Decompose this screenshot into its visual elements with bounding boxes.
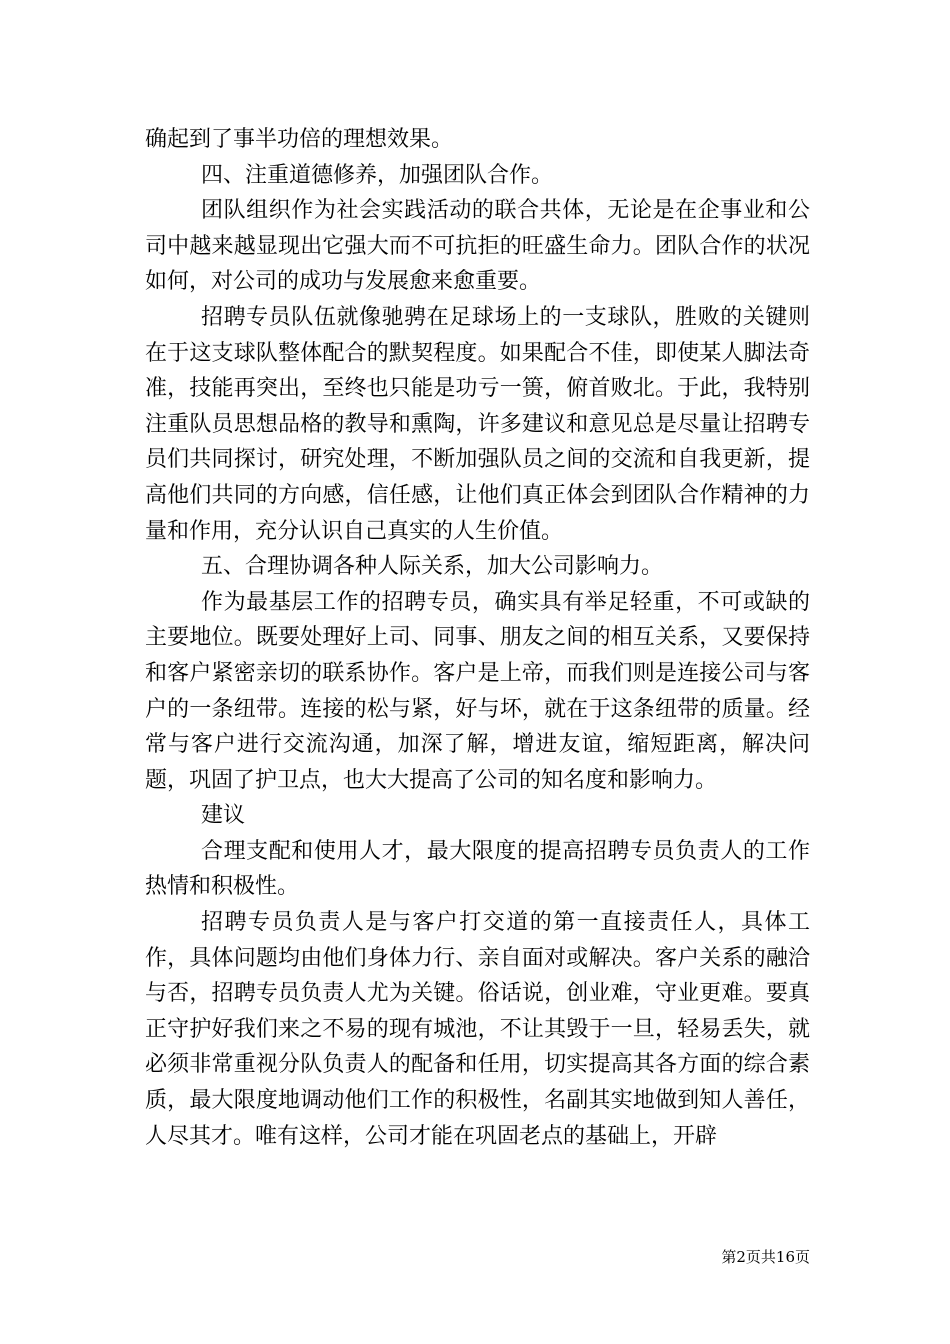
document-body xyxy=(145,122,810,1154)
paragraph-1: 确起到了事半功倍的理想效果。 xyxy=(145,127,454,152)
paragraph-5: 合理支配和使用人才，最大限度的提高招聘专员负责人的工作热情和积极性。 xyxy=(145,838,810,900)
paragraph-2: 团队组织作为社会实践活动的联合共体，无论是在企事业和公司中越来越显现出它强大而不可抗拒的旺盛生命力。团队合作的状况如何，对公司的成功与发展愈来愈重要。 xyxy=(145,198,810,295)
paragraph-4: 作为最基层工作的招聘专员，确实具有举足轻重，不可或缺的主要地位。既要处理好上司、同事、朋友之间的相互关系，又要保持和客户紧密亲切的联系协作。客户是上帝，而我们则是连接公司与客户的一条纽带。连接的松与紧，好与坏，就在于这条纽带的质量。经常与客户进行交流沟通，加深了解，增进友谊，缩短距离，解决问题，巩固了护卫点，也大大提高了公司的知名度和影响力。 xyxy=(145,589,810,793)
section-heading-5: 五、合理协调各种人际关系，加大公司影响力。 xyxy=(201,554,664,580)
paragraph-6: 招聘专员负责人是与客户打交道的第一直接责任人，具体工作，具体问题均由他们身体力行、亲自面对或解决。客户关系的融洽与否，招聘专员负责人尤为关键。俗话说，创业难，守业更难。要真正守护好我们来之不易的现有城池，不让其毁于一旦，轻易丢失，就必须非常重视分队负责人的配备和任用，切实提高其各方面的综合素质，最大限度地调动他们工作的积极性，名副其实地做到知人善任，人尽其才。唯有这样，公司才能在巩固老点的基础上，开辟 xyxy=(145,910,810,1149)
section-heading-4: 四、注重道德修养，加强团队合作。 xyxy=(201,162,554,188)
section-heading-suggestion: 建议 xyxy=(201,803,246,829)
page-number: 第2页共16页 xyxy=(721,1248,810,1266)
paragraph-3: 招聘专员队伍就像驰骋在足球场上的一支球队，胜败的关键则在于这支球队整体配合的默契程度。如果配合不佳，即使某人脚法奇准，技能再突出，至终也只能是功亏一篑，俯首败北。于此，我特别注重队员思想品格的教导和熏陶，许多建议和意见总是尽量让招聘专员们共同探讨，研究处理，不断加强队员之间的交流和自我更新，提高他们共同的方向感，信任感，让他们真正体会到团队合作精神的力量和作用，充分认识自己真实的人生价值。 xyxy=(145,304,810,544)
